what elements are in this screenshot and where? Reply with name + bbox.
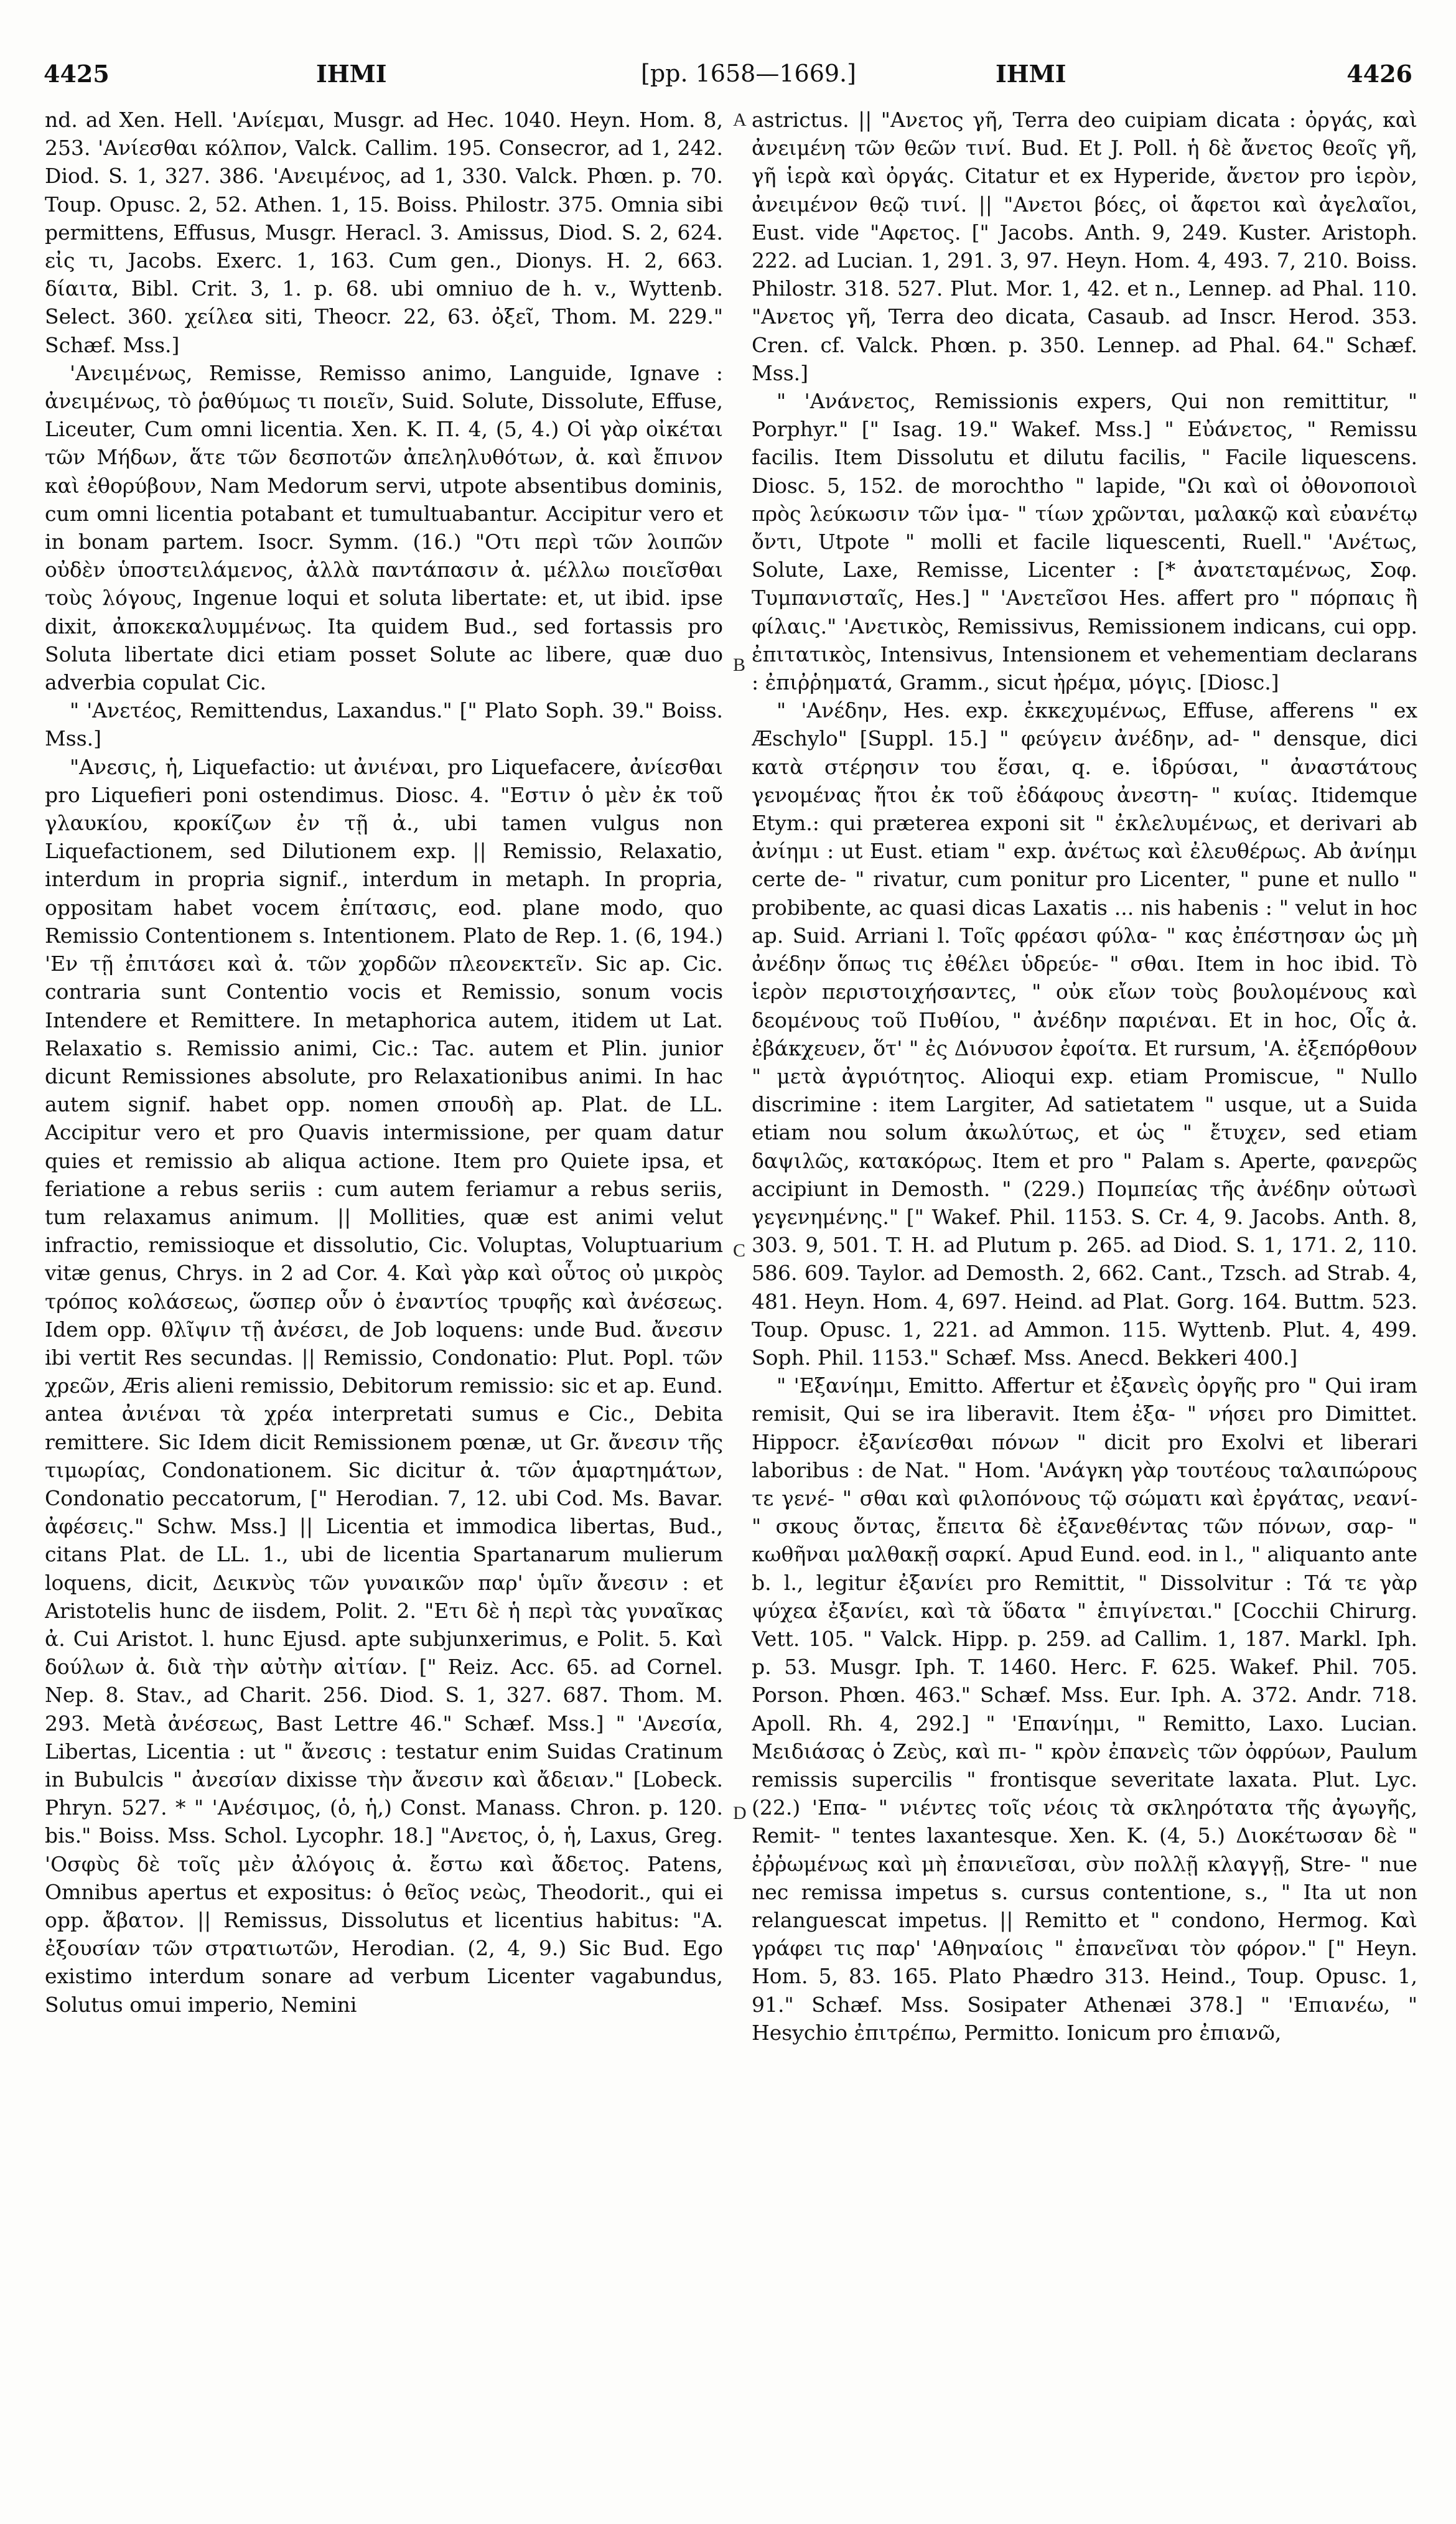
column-number-left: 4425 [44,60,110,88]
headword-right: ΙΗΜΙ [996,60,1066,88]
right-paragraph: " 'Εξανίημι, Emitto. Affertur et ἐξανεὶς ὀργῆς pro " Qui iram remisit, Qui se ira liberavit. Item ἐξα- " νήσει pro Dimittet. Hippocr. ἐξανίεσθαι πόνων " dicit pro Exolvi et liberari laboribus : de Nat. " Hom. 'Ανάγκη γὰρ τουτέους ταλαιπώρους τε γενέ- " σθαι καὶ φιλοπόνους τῷ σώματι καὶ ἐργάτας, νεανί- " σκους ὄντας, ἔπειτα δὲ ἐξανεθέντας τῶν πόνων, σαρ- " κωθῆναι μαλθακῇ σαρκί. Apud Eund. eod. in l., " aliquanto ante b. l., legitur ἐξανίει pro Remittit, " Dissolvitur : Τά τε γὰρ ψύχεα ἐξανίει, καὶ τὰ ὕδατα " ἐπιγίνεται." [Cocchii Chirurg. Vett. 105. " Valck. Hipp. p. 259. ad Callim. 1, 187. Markl. Iph. p. 53. Musgr. Iph. T. 1460. Herc. F. 625. Wakef. Phil. 705. Porson. Phœn. 463." Schæf. Mss. Eur. Iph. A. 372. Andr. 718. Apoll. Rh. 4, 292.] " 'Επανίημι, " Remitto, Laxo. Lucian. Μειδιάσας ὁ Ζεὺς, καὶ πι- " κρὸν ἐπανεὶς τῶν ὀφρύων, Paulum remissis supercilis " frontisque severitate laxata. Plut. Lyc. (22.) 'Επα- " νιέντες τοῖς νέοις τὰ σκληρότατα τῆς ἀγωγῆς, Remit- " tentes laxantesque. Xen. K. (4, 5.) Διοκέτωσαν δὲ " ἐῤῥωμένως καὶ μὴ ἐπανιεῖσαι, σὺν πολλῇ κλαγγῇ, Stre- " nue nec remissa impetus s. cursus contentione, s., " Ita ut non relanguescat impetus. || Remitto et " condono, Hermog. Καὶ γράφει τις παρ' 'Αθηναίοις " ἐπανεῖναι τὸν φόρον." [" Heyn. Hom. 5, 83. 165. Plato Phædro 313. Heind., Toup. Opusc. 1, 91." Schæf. Mss. Sosipater Athenæi 378.] " 'Επιανέω, " Hesychio ἐπιτρέπω, Permitto. Ionicum pro ἐπιανῶ, [752,1373,1417,2045]
right-paragraph: " 'Ανάνετος, Remissionis expers, Qui non remittitur, " Porphyr." [" Isag. 19." Wakef. Mss.] " Εὐάνετος, " Remissu facilis. Item Dissolutu et dilutu facilis, " Facile liquescens. Diosc. 5, 152. de morochtho " lapide, "Ωι καὶ οἱ ὀθονοποιοὶ πρὸς λεύκωσιν τῶν ἱμα- " τίων χρῶνται, μαλακῷ καὶ εὐανέτῳ ὄντι, Utpote " molli et facile liquescenti, Ruell." 'Ανέτως, Solute, Laxe, Remisse, Licenter : [* ἀνατεταμένως, Σοφ. Τυμπανισταῖς, Hes.] " 'Ανετεῖσοι Hes. affert pro " πόρπαις ἢ φίλαις." 'Ανετικὸς, Remissivus, Remissionem indicans, cui opp. ἐπιτατικὸς, Intensivus, Intensionem et vehementiam declarans : ἐπιῤῥηματά, Gramm., sicut ἠρέμα, μόγις. [Diosc.] [752,389,1417,695]
section-marker-b: B [733,655,746,675]
right-paragraph: " 'Ανέδην, Hes. exp. ἐκκεχυμένως, Effuse, afferens " ex Æschylo" [Suppl. 15.] " φεύγειν ἀνέδην, ad- " densque, dici κατὰ στέρησιν του ἕσαι, q. e. ἱδρύσαι, " ἀναστάτους γενομένας ἤτοι ἐκ τοῦ ἐδάφους ἀνεστη- " κυίας. Itidemque Etym.: qui præterea exponi sit " ἐκλελυμένως, et derivari ab ἀνίημι : ut Eust. etiam " exp. ἀνέτως καὶ ἐλευθέρως. Ab ἀνίημι certe de- " rivatur, cum ponitur pro Licenter, " pune et nullo " probibente, ac quasi dicas Laxatis ... nis habenis : " velut in hoc ap. Suid. Arriani l. Τοῖς φρέασι φύλα- " κας ἐπέστησαν ὡς μὴ ἀνέδην ὅπως τις ἐθέλει ὑδρεύε- " σθαι. Item in hoc ibid. Τὸ ἱερὸν περιστοιχήσαντες, " οὐκ εἴων τοὺς βουλομένους καὶ δεομένους τοῦ Πυθίου, " ἀνέδην παριέναι. Et in hoc, Οἷς ἀ. ἐβάκχευεν, ὅτ' " ἐς Διόνυσον ἐφοίτα. Et rursum, 'Α. ἐξεπόρθουν " μετὰ ἀγριότητος. Alioqui exp. etiam Promiscue, " Nullo discrimine : item Largiter, Ad satietatem " usque, ut a Suida etiam nou solum ἀκωλύτως, et ὡς " ἔτυχεν, sed etiam δαψιλῶς, κατακόρως. Item et pro " Palam s. Aperte, φανερῶς accipiunt in Demosth. " (229.) Πομπείας τῆς ἀνέδην οὑτωσὶ γεγενημένης." [" Wakef. Phil. 1153. S. Cr. 4, 9. Jacobs. Anth. 8, 303. 9, 501. T. H. ad Plutum p. 265. ad Diod. S. 1, 171. 2, 110. 586. 609. Taylor. ad Demosth. 2, 662. Cant., Tzsch. ad Strab. 4, 481. Heyn. Hom. 4, 697. Heind. ad Plat. Gorg. 164. Buttm. 523. Toup. Opusc. 1, 221. ad Ammon. 115. Wyttenb. Plut. 4, 499. Soph. Phil. 1153." Schæf. Mss. Anecd. Bekkeri 400.] [752,698,1417,1370]
right-column [752,106,1417,2508]
left-paragraph: " 'Ανετέος, Remittendus, Laxandus." [" Plato Soph. 39." Boiss. Mss.] [45,698,723,751]
left-paragraph: "Ανεσις, ἡ, Liquefactio: ut ἀνιέναι, pro Liquefacere, ἀνίεσθαι pro Liquefieri poni ostendimus. Diosc. 4. "Εστιν ὁ μὲν ἐκ τοῦ γλαυκίου, κροκίζων ἐν τῇ ἀ., ubi tamen vulgus non Liquefactionem, sed Dilutionem exp. || Remissio, Relaxatio, interdum in propria signif., interdum in metaph. In propria, oppositam habet vocem ἐπίτασις, eod. plane modo, quo Remissio Contentionem s. Intentionem. Plato de Rep. 1. (6, 194.) 'Εν τῇ ἐπιτάσει καὶ ἀ. τῶν χορδῶν πλεονεκτεῖν. Sic ap. Cic. contraria sunt Contentio vocis et Remissio, sonum vocis Intendere et Remittere. In metaphorica autem, itidem ut Lat. Relaxatio s. Remissio animi, Cic.: Tac. autem et Plin. junior dicunt Remissiones absolute, pro Relaxationibus animi. In hac autem signif. habet opp. nomen σπουδὴ ap. Plat. de LL. Accipitur vero et pro Quavis intermissione, per quam datur quies et remissio ab aliqua actione. Item pro Quiete ipsa, et feriatione a rebus seriis : cum autem feriamur a rebus seriis, tum relaxamus animum. || Mollities, quæ est animi velut infractio, remissioque et dissolutio, Cic. Voluptas, Voluptuarium vitæ genus, Chrys. in 2 ad Cor. 4. Καὶ γὰρ καὶ οὗτος οὐ μικρὸς τρόπος κολάσεως, ὥσπερ οὖν ὁ ἐναντίος τρυφῆς καὶ ἀνέσεως. Idem opp. θλῖψιν τῇ ἀνέσει, de Job loquens: unde Bud. ἄνεσιν ibi vertit Res secundas. || Remissio, Condonatio: Plut. Popl. τῶν χρεῶν, Æris alieni remissio, Debitorum remissio: sic et ap. Eund. antea ἀνιέναι τὰ χρέα interpretati sumus e Cic., Debita remittere. Sic Idem dicit Remissionem pœnæ, ut Gr. ἄνεσιν τῆς τιμωρίας, Condonationem. Sic dicitur ἀ. τῶν ἁμαρτημάτων, Condonatio peccatorum, [" Herodian. 7, 12. ubi Cod. Ms. Bavar. ἀφέσεις." Schw. Mss.] || Licentia et immodica libertas, Bud., citans Plat. de LL. 1., ubi de licentia Spartanarum mulierum loquens, dicit, Δεικνὺς τῶν γυναικῶν παρ' ὑμῖν ἄνεσιν : et Aristotelis hunc de iisdem, Polit. 2. "Ετι δὲ ἡ περὶ τὰς γυναῖκας ἀ. Cui Aristot. l. hunc Ejusd. apte subjunxerimus, e Polit. 5. Καὶ δούλων ἀ. διὰ τὴν αὐτὴν αἰτίαν. [" Reiz. Acc. 65. ad Cornel. Nep. 8. Stav., ad Charit. 256. Diod. S. 1, 327. 687. Thom. M. 293. Metà ἀνέσεως, Bast Lettre 46." Schæf. Mss.] " 'Ανεσία, Libertas, Licentia : ut " ἄνεσις : testatur enim Suidas Cratinum in Bubulcis " ἀνεσίαν dixisse τὴν ἄνεσιν καὶ ἄδειαν." [Lobeck. Phryn. 527. * " 'Ανέσιμος, (ὁ, ἡ,) Const. Manass. Chron. p. 120. bis." Boiss. Mss. Schol. Lycophr. 18.] "Ανετος, ὁ, ἡ, Laxus, Greg. 'Οσφὺς δὲ τοῖς μὲν ἀλόγοις ἀ. ἔστω καὶ ἄδετος. Patens, Omnibus apertus et expositus: ὁ θεῖος νεὼς, Theodorit., qui ei opp. ἄβατον. || Remissus, Dissolutus et licentius habitus: "Α. ἐξουσίαν τῶν στρατιωτῶν, Herodian. (2, 4, 9.) Sic Bud. Ego existimo interdum sonare ad verbum Licenter vagabundus, Solutus omui imperio, Nemini [45,754,723,2017]
left-paragraph: nd. ad Xen. Hell. 'Ανίεμαι, Musgr. ad Hec. 1040. Heyn. Hom. 8, 253. 'Ανίεσθαι κόλπον, Valck. Callim. 195. Consecror, ad 1, 242. Diod. S. 1, 327. 386. 'Ανειμένος, ad 1, 330. Valck. Phœn. p. 70. Toup. Opusc. 2, 52. Athen. 1, 15. Boiss. Philostr. 375. Omnia sibi permittens, Effusus, Musgr. Heracl. 3. Amissus, Diod. S. 2, 624. εἰς τι, Jacobs. Exerc. 1, 163. Cum gen., Dionys. H. 2, 663. δίαιτα, Bibl. Crit. 3, 1. p. 68. ubi omniuo de h. v., Wyttenb. Select. 360. χείλεα siti, Theocr. 22, 63. ὀξεῖ, Thom. M. 229." Schæf. Mss.] [45,108,723,357]
headword-left: ΙΗΜΙ [316,60,387,88]
running-header [44,60,1412,97]
left-column [45,106,723,2508]
section-marker-d: D [733,1803,747,1823]
section-marker-a: A [733,110,747,130]
section-marker-c: C [733,1240,746,1261]
right-paragraph: astrictus. || "Ανετος γῆ, Terra deo cuipiam dicata : ὀργάς, καὶ ἀνειμένη τῶν θεῶν τινί. Bud. Et J. Poll. ἡ δὲ ἄνετος θεοῖς γῆ, γῆ ἱερὰ καὶ ὀργάς. Citatur et ex Hyperide, ἄνετον pro ἱερὸν, ἀνειμένον θεῷ τινί. || "Ανετοι βόες, οἱ ἄφετοι καὶ ἀγελαῖοι, Eust. vide "Αφετος. [" Jacobs. Anth. 9, 249. Kuster. Aristoph. 222. ad Lucian. 1, 291. 3, 97. Heyn. Hom. 4, 493. 7, 210. Boiss. Philostr. 318. 527. Plut. Mor. 1, 42. et n., Lennep. ad Phal. 110. "Ανετος γῆ, Terra deo dicata, Casaub. ad Inscr. Herod. 353. Cren. cf. Valck. Phœn. p. 350. Lennep. ad Phal. 64." Schæf. Mss.] [752,108,1417,385]
page-range: [pp. 1658—1669.] [641,60,856,87]
column-number-right: 4426 [1346,60,1412,88]
left-paragraph: 'Ανειμένως, Remisse, Remisso animo, Languide, Ignave : ἀνειμένως, τὸ ῥαθύμως τι ποιεῖν, Suid. Solute, Dissolute, Effuse, Liceuter, Cum omni licentia. Xen. K. Π. 4, (5, 4.) Οἱ γὰρ οἰκέται τῶν Μήδων, ἅτε τῶν δεσποτῶν ἀπεληλυθότων, ἀ. καὶ ἔπινον καὶ ἐθορύβουν, Nam Medorum servi, utpote absentibus dominis, cum omni licentia potabant et tumultuabantur. Accipitur vero et in bonam partem. Isocr. Symm. (16.) "Οτι περὶ τῶν λοιπῶν οὐδὲν ὑποστειλάμενος, ἀλλὰ παντάπασιν ἀ. μέλλω ποιεῖσθαι τοὺς λόγους, Ingenue loqui et soluta libertate: et, ut ibid. ipse dixit, ἀποκεκαλυμμένως. Ita quidem Bud., sed fortassis pro Soluta libertate dici etiam posset Solute ac libere, quæ duo adverbia copulat Cic. [45,360,723,695]
